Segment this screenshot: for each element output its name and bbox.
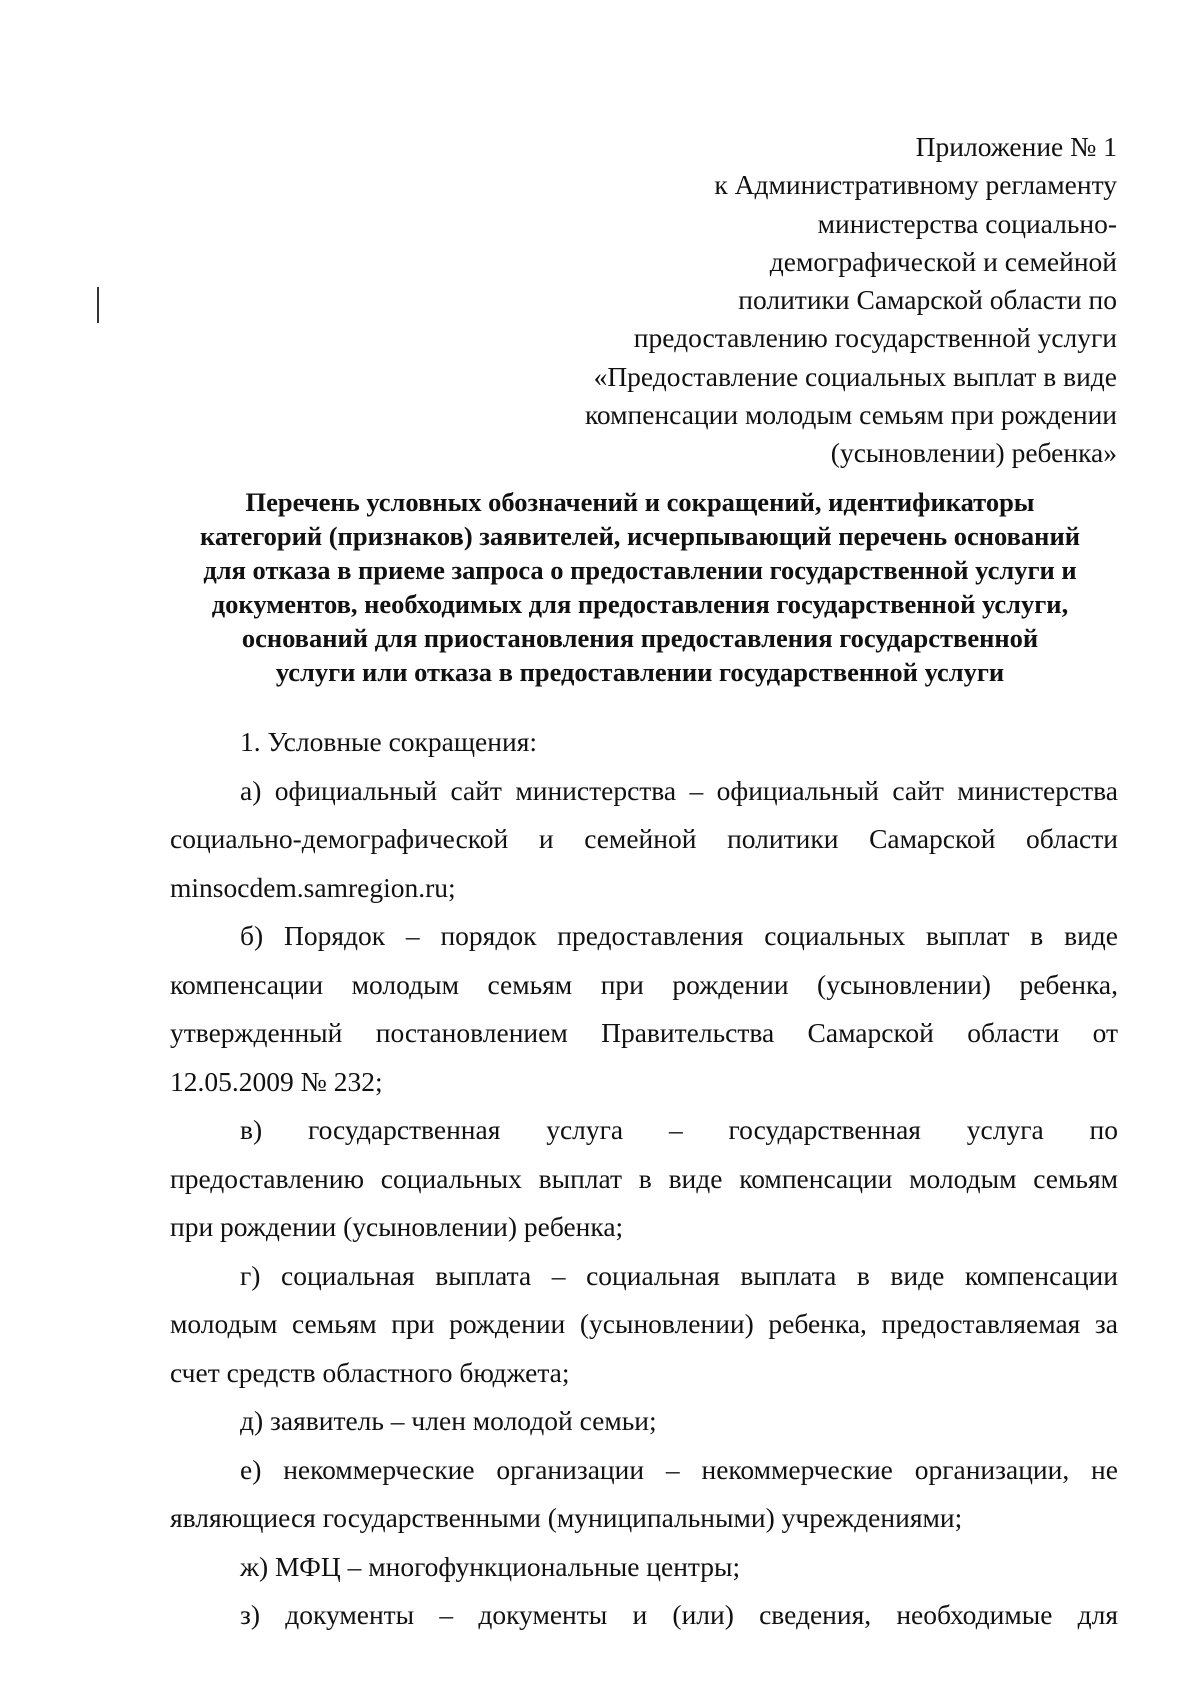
- list-item-d: [170, 1397, 1118, 1446]
- paragraph-line: при рождении (усыновлении) ребенка;: [170, 1211, 624, 1242]
- paragraph-line: счет средств областного бюджета;: [170, 1356, 570, 1388]
- list-item-b: [170, 912, 1118, 1106]
- paragraph-line: з) документы – документы и (или) сведения, необходимые для: [240, 1599, 1118, 1630]
- appendix-line: к Административному регламенту: [714, 169, 1117, 201]
- paragraph-line: 12.05.2009 № 232;: [170, 1065, 383, 1097]
- paragraph-line: д) заявитель – член молодой семьи;: [240, 1405, 657, 1436]
- title-line: для отказа в приеме запроса о предоставлении государственной услуги и: [203, 555, 1077, 585]
- paragraph-line: являющиеся государственными (муниципальными) учреждениями;: [170, 1502, 963, 1533]
- list-item-z: [170, 1591, 1118, 1640]
- appendix-line: компенсации молодым семьям при рождении: [584, 399, 1117, 431]
- title-line: документов, необходимых для предоставления государственной услуги,: [211, 589, 1069, 619]
- paragraph-line: предоставлению социальных выплат в виде компенсации молодым семьям: [170, 1162, 1118, 1194]
- section-heading: [170, 718, 1118, 767]
- appendix-line: политики Самарской области по: [738, 284, 1117, 316]
- paragraph-line: е) некоммерческие организации – некоммерческие организации, не: [240, 1453, 1118, 1485]
- document-title: [160, 485, 1120, 689]
- title-line: услуги или отказа в предоставлении государственной услуги: [275, 657, 1005, 687]
- list-item-a: [170, 767, 1118, 913]
- paragraph-line: а) официальный сайт министерства – официальный сайт министерства: [240, 774, 1118, 806]
- list-item-zh: [170, 1543, 1118, 1592]
- paragraph-line: утвержденный постановлением Правительства Самарской области от: [170, 1017, 1118, 1048]
- paragraph-line: б) Порядок – порядок предоставления социальных выплат в виде: [240, 920, 1118, 951]
- appendix-line: (усыновлении) ребенка»: [830, 437, 1117, 469]
- appendix-line: Приложение № 1: [915, 131, 1117, 162]
- paragraph-line: г) социальная выплата – социальная выплата в виде компенсации: [240, 1259, 1118, 1291]
- paragraph-line: в) государственная услуга – государственная услуга по: [240, 1114, 1118, 1145]
- list-item-v: [170, 1106, 1118, 1252]
- list-item-e: [170, 1446, 1118, 1543]
- appendix-header: [497, 128, 1117, 473]
- title-line: категорий (признаков) заявителей, исчерпывающий перечень оснований: [200, 521, 1080, 551]
- paragraph-line: компенсации молодым семьям при рождении (усыновлении) ребенка,: [170, 968, 1118, 1000]
- list-item-g: [170, 1252, 1118, 1398]
- appendix-line: министерства социально-: [817, 207, 1117, 239]
- title-line: Перечень условных обозначений и сокращений, идентификаторы: [245, 487, 1035, 517]
- paragraph-line: ж) МФЦ – многофункциональные центры;: [240, 1550, 741, 1582]
- paragraph-line: молодым семьям при рождении (усыновлении) ребенка, предоставляемая за: [170, 1308, 1118, 1339]
- paragraph-line: minsocdem.samregion.ru;: [170, 871, 456, 903]
- paragraph-line: 1. Условные сокращения:: [240, 726, 537, 757]
- appendix-line: «Предоставление социальных выплат в виде: [593, 360, 1117, 392]
- paragraph-line: социально-демографической и семейной политики Самарской области: [170, 823, 1118, 854]
- appendix-line: предоставлению государственной услуги: [633, 322, 1117, 354]
- document-body: [170, 718, 1118, 1640]
- scan-artifact-line: [97, 287, 99, 323]
- appendix-line: демографической и семейной: [769, 245, 1117, 277]
- title-line: оснований для приостановления предоставления государственной: [241, 623, 1039, 653]
